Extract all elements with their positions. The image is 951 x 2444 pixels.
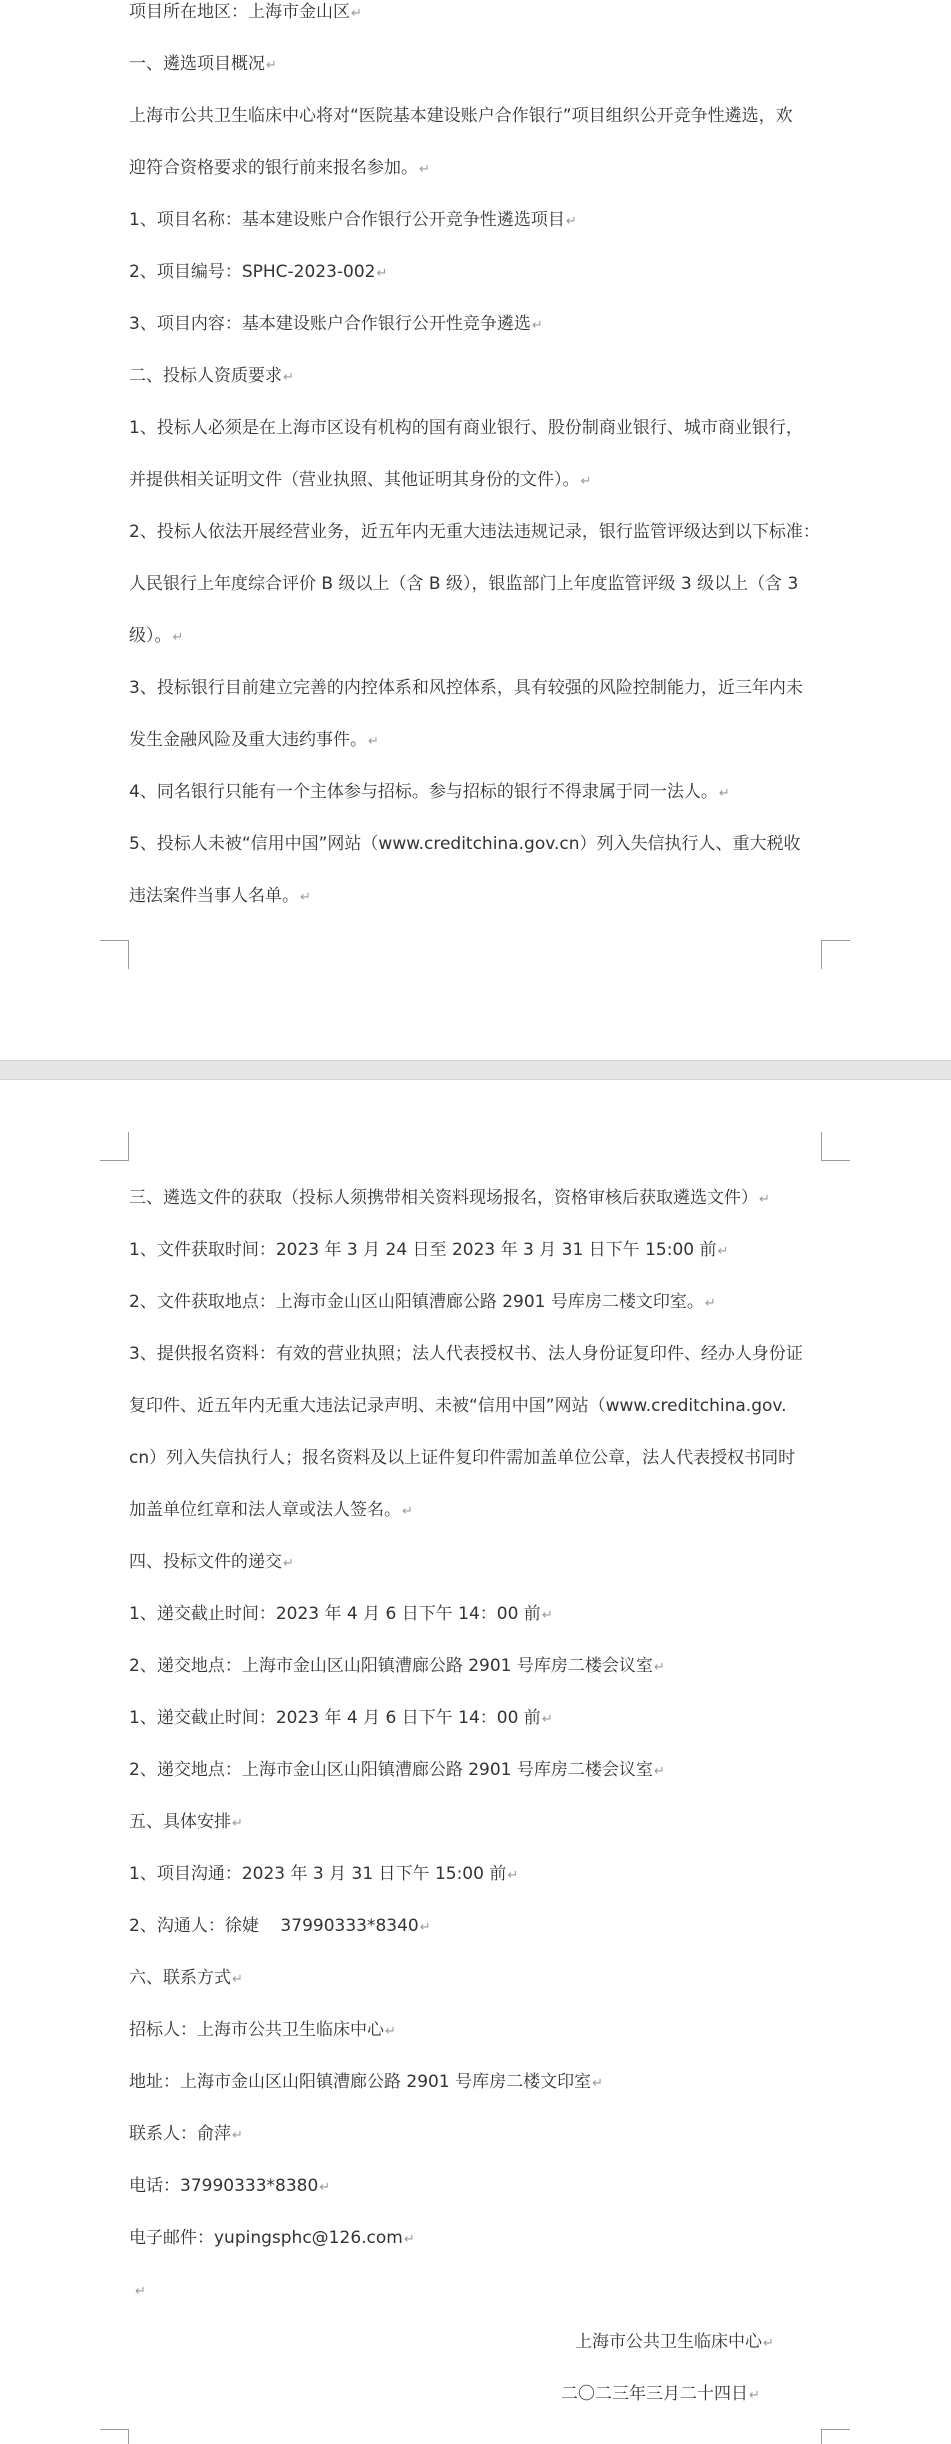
signature-date: 二〇二三年三月二十四日↵ — [561, 2384, 760, 2404]
paragraph-mark: ↵ — [266, 58, 277, 73]
paragraph-contact-person: 2、沟通人：徐婕 37990333*8340↵ — [129, 1916, 431, 1936]
paragraph-project-content: 3、项目内容：基本建设账户合作银行公开性竞争遴选↵ — [129, 314, 543, 334]
paragraph-mark: ↵ — [507, 1868, 519, 1883]
paragraph-doc-time: 1、文件获取时间：2023 年 3 月 24 日至 2023 年 3 月 31 日下午 15:00 前↵ — [129, 1240, 729, 1260]
page-margin-corner-bottom-right — [821, 940, 850, 969]
paragraph-project-name: 1、项目名称：基本建设账户合作银行公开竞争性遴选项目↵ — [129, 210, 577, 230]
paragraph-deadline-1: 1、递交截止时间：2023 年 4 月 6 日下午 14：00 前↵ — [129, 1604, 553, 1624]
paragraph-mark: ↵ — [592, 2076, 603, 2091]
paragraph-empty — [134, 2279, 834, 2301]
paragraph-mark: ↵ — [717, 1244, 729, 1259]
paragraph-mark: ↵ — [368, 734, 379, 749]
paragraph-address: 地址：上海市金山区山阳镇漕廊公路 2901 号库房二楼文印室↵ — [129, 2072, 603, 2092]
paragraph-req-4: 4、同名银行只能有一个主体参与招标。参与招标的银行不得隶属于同一法人。↵ — [129, 782, 730, 802]
page-margin-corner-bottom-right — [821, 2429, 850, 2444]
paragraph-materials-cont-1: 复印件、近五年内无重大违法记录声明、未被“信用中国”网站（www.creditchina.gov. — [129, 1396, 787, 1416]
paragraph-project-number: 2、项目编号：SPHC-2023-002↵ — [129, 262, 388, 282]
paragraph-mark: ↵ — [319, 2180, 331, 2195]
paragraph-mark: ↵ — [653, 1764, 665, 1779]
paragraph-mark: ↵ — [580, 474, 592, 489]
heading-section-6: 六、联系方式↵ — [129, 1968, 243, 1988]
paragraph-mark: ↵ — [232, 1816, 243, 1831]
paragraph-intro: 上海市公共卫生临床中心将对“医院基本建设账户合作银行”项目组织公开竞争性遴选，欢 — [129, 106, 793, 126]
paragraph-mark: ↵ — [300, 890, 311, 905]
paragraph-mark: ↵ — [232, 2128, 243, 2143]
paragraph-materials-cont-3: 加盖单位红章和法人章或法人签名。↵ — [129, 1500, 413, 1520]
paragraph-req-1: 1、投标人必须是在上海市区设有机构的国有商业银行、股份制商业银行、城市商业银行， — [129, 418, 803, 438]
paragraph-email: 电子邮件：yupingsphc@126.com↵ — [129, 2228, 415, 2248]
paragraph-mark: ↵ — [135, 2284, 146, 2299]
paragraph-req-1-cont: 并提供相关证明文件（营业执照、其他证明其身份的文件）。↵ — [129, 470, 592, 490]
paragraph-materials-cont-2: cn）列入失信执行人；报名资料及以上证件复印件需加盖单位公章，法人代表授权书同时 — [129, 1448, 796, 1468]
heading-section-2: 二、投标人资质要求↵ — [129, 366, 294, 386]
paragraph-submit-place-1: 2、递交地点：上海市金山区山阳镇漕廊公路 2901 号库房二楼会议室↵ — [129, 1656, 665, 1676]
paragraph-intro-cont: 迎符合资格要求的银行前来报名参加。↵ — [129, 158, 430, 178]
paragraph-req-2-cont: 人民银行上年度综合评价 B 级以上（含 B 级），银监部门上年度监管评级 3 级以上（含 3 — [129, 574, 799, 594]
paragraph-mark: ↵ — [402, 1504, 413, 1519]
paragraph-contact: 联系人：俞萍↵ — [129, 2124, 243, 2144]
paragraph-mark: ↵ — [759, 1192, 770, 1207]
paragraph-req-5-cont: 违法案件当事人名单。↵ — [129, 886, 311, 906]
paragraph-mark: ↵ — [541, 1712, 553, 1727]
page-break-gap — [0, 1060, 951, 1080]
paragraph-mark: ↵ — [763, 2336, 774, 2351]
paragraph-deadline-2: 1、递交截止时间：2023 年 4 月 6 日下午 14：00 前↵ — [129, 1708, 553, 1728]
heading-section-4: 四、投标文件的递交↵ — [129, 1552, 294, 1572]
page-margin-corner-bottom-left — [100, 940, 129, 969]
page-margin-corner-bottom-left — [100, 2429, 129, 2444]
paragraph-mark: ↵ — [419, 162, 430, 177]
document-page-2 — [0, 1080, 951, 2444]
paragraph-mark: ↵ — [283, 370, 294, 385]
page-margin-corner-top-left — [100, 1132, 129, 1161]
paragraph-mark: ↵ — [403, 2232, 415, 2247]
paragraph-mark: ↵ — [385, 2024, 396, 2039]
paragraph-mark: ↵ — [531, 318, 543, 333]
paragraph-tenderer: 招标人：上海市公共卫生临床中心↵ — [129, 2020, 396, 2040]
paragraph-req-2-end: 级）。↵ — [129, 626, 184, 646]
paragraph-communication: 1、项目沟通：2023 年 3 月 31 日下午 15:00 前↵ — [129, 1864, 519, 1884]
paragraph-mark: ↵ — [232, 1972, 243, 1987]
paragraph-submit-place-2: 2、递交地点：上海市金山区山阳镇漕廊公路 2901 号库房二楼会议室↵ — [129, 1760, 665, 1780]
paragraph-project-location: 项目所在地区：上海市金山区↵ — [129, 2, 362, 22]
paragraph-doc-place: 2、文件获取地点：上海市金山区山阳镇漕廊公路 2901 号库房二楼文印室。↵ — [129, 1292, 716, 1312]
paragraph-req-3-cont: 发生金融风险及重大违约事件。↵ — [129, 730, 379, 750]
document-page-1 — [0, 0, 951, 1060]
paragraph-mark: ↵ — [419, 1920, 431, 1935]
paragraph-phone: 电话：37990333*8380↵ — [129, 2176, 331, 2196]
paragraph-mark: ↵ — [718, 786, 730, 801]
paragraph-mark: ↵ — [653, 1660, 665, 1675]
paragraph-mark: ↵ — [749, 2388, 760, 2403]
signature-organization: 上海市公共卫生临床中心↵ — [575, 2332, 774, 2352]
heading-section-5: 五、具体安排↵ — [129, 1812, 243, 1832]
heading-section-1: 一、遴选项目概况↵ — [129, 54, 277, 74]
paragraph-mark: ↵ — [541, 1608, 553, 1623]
paragraph-req-2: 2、投标人依法开展经营业务，近五年内无重大违法违规记录，银行监管评级达到以下标准： — [129, 522, 820, 542]
paragraph-req-3: 3、投标银行目前建立完善的内控体系和风控体系，具有较强的风险控制能力，近三年内未 — [129, 678, 803, 698]
heading-section-3: 三、遴选文件的获取（投标人须携带相关资料现场报名，资格审核后获取遴选文件）↵ — [129, 1188, 770, 1208]
paragraph-mark: ↵ — [704, 1296, 716, 1311]
page-margin-corner-top-right — [821, 1132, 850, 1161]
paragraph-mark: ↵ — [283, 1556, 294, 1571]
paragraph-req-5: 5、投标人未被“信用中国”网站（www.creditchina.gov.cn）列入失信执行人、重大税收 — [129, 834, 801, 854]
paragraph-mark: ↵ — [351, 6, 362, 21]
paragraph-mark: ↵ — [172, 630, 184, 645]
paragraph-mark: ↵ — [376, 266, 388, 281]
paragraph-materials: 3、提供报名资料：有效的营业执照；法人代表授权书、法人身份证复印件、经办人身份证 — [129, 1344, 803, 1364]
paragraph-mark: ↵ — [565, 214, 577, 229]
